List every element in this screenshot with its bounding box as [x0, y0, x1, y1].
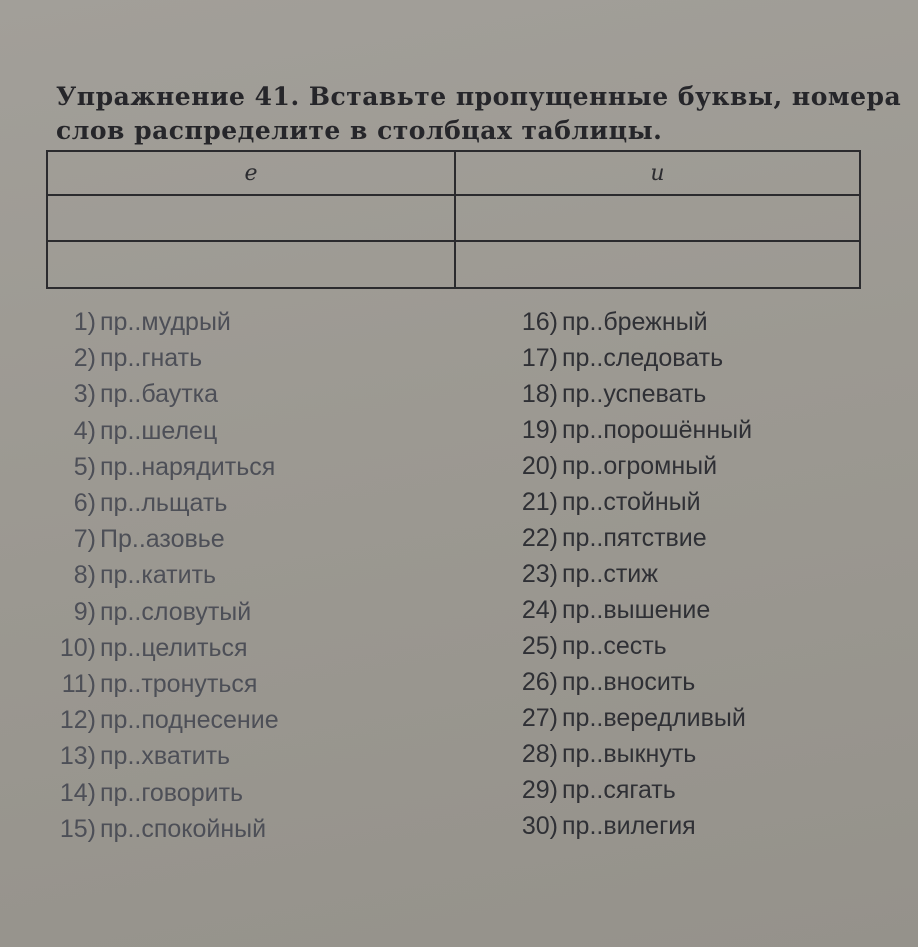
exercise-title-line-1: Упражнение 41. Вставьте пропущенные буквы, номера — [56, 82, 902, 111]
item-number: 6) — [73, 489, 96, 517]
item-word: пр..катить — [100, 561, 217, 590]
item-word: пр..баутка — [100, 380, 219, 409]
item-number: 17) — [521, 344, 558, 372]
list-item — [40, 380, 218, 409]
list-item — [500, 488, 701, 517]
list-item — [500, 308, 708, 337]
item-number: 30) — [521, 812, 558, 840]
item-number: 19) — [521, 416, 558, 444]
list-item — [40, 308, 231, 337]
item-number: 25) — [521, 632, 558, 660]
table-cell[interactable] — [456, 242, 859, 287]
item-number: 21) — [521, 488, 558, 516]
item-number: 28) — [521, 740, 558, 768]
item-number: 20) — [521, 452, 558, 480]
item-word: пр..словутый — [100, 597, 252, 626]
item-word: пр..огромный — [562, 452, 718, 480]
item-word: пр..нарядиться — [100, 452, 276, 481]
list-item — [500, 452, 717, 481]
item-word: пр..вышение — [562, 596, 711, 624]
item-word: пр..гнать — [100, 344, 203, 373]
list-item — [40, 706, 279, 735]
item-word: пр..тронуться — [100, 670, 258, 698]
list-item — [40, 453, 275, 482]
item-word: Пр..азовье — [100, 525, 225, 554]
list-item — [40, 598, 251, 627]
list-item — [500, 812, 696, 841]
item-word: пр..сягать — [562, 776, 676, 804]
item-word: пр..вилегия — [562, 812, 696, 840]
list-item — [40, 344, 202, 373]
list-item — [40, 489, 227, 518]
list-item — [500, 596, 710, 625]
item-word: пр..вносить — [562, 668, 696, 696]
list-item — [40, 417, 217, 446]
item-number: 2) — [73, 344, 96, 373]
list-item — [500, 416, 752, 445]
item-word: пр..выкнуть — [562, 740, 697, 768]
item-number: 9) — [73, 597, 96, 626]
list-item — [40, 815, 266, 844]
list-item — [40, 742, 230, 771]
table-cell[interactable] — [48, 196, 456, 242]
item-word: пр..стойный — [562, 488, 701, 516]
item-word: пр..льщать — [100, 489, 228, 517]
item-word: пр..порошённый — [562, 416, 753, 444]
item-word: пр..успевать — [562, 380, 707, 408]
list-item — [500, 524, 707, 553]
item-word: пр..мудрый — [100, 308, 231, 336]
table-header-e: е — [48, 152, 456, 196]
item-word: пр..целиться — [100, 633, 248, 662]
item-number: 22) — [521, 524, 558, 552]
list-item — [500, 560, 658, 589]
item-number: 8) — [73, 561, 96, 590]
table-cell[interactable] — [48, 242, 456, 287]
exercise-title-line-2: слов распределите в столбцах таблицы. — [56, 116, 663, 145]
list-item — [40, 561, 216, 590]
list-item — [500, 380, 706, 409]
item-word: пр..хватить — [100, 742, 231, 771]
table-cell[interactable] — [456, 196, 859, 242]
item-number: 29) — [521, 776, 558, 804]
item-number: 16) — [521, 308, 558, 336]
item-number: 24) — [521, 596, 558, 624]
item-number: 23) — [521, 560, 558, 588]
list-item — [500, 632, 667, 661]
item-number: 1) — [73, 308, 96, 336]
item-word: пр..вередливый — [562, 704, 746, 732]
item-number: 7) — [73, 525, 96, 554]
item-word: пр..поднесение — [100, 706, 279, 735]
item-number: 14) — [59, 778, 96, 807]
table-header-i: и — [456, 152, 859, 196]
list-item — [40, 779, 243, 808]
item-number: 12) — [59, 706, 96, 735]
item-number: 5) — [73, 452, 96, 481]
item-word: пр..шелец — [100, 416, 218, 445]
list-item — [40, 634, 248, 663]
exercise-title — [56, 80, 902, 148]
item-number: 3) — [73, 380, 96, 409]
list-item — [500, 704, 746, 733]
item-word: пр..сесть — [562, 632, 667, 660]
item-number: 4) — [73, 416, 96, 445]
item-word: пр..стиж — [562, 560, 658, 588]
answer-table — [46, 150, 861, 289]
item-word: пр..брежный — [562, 308, 708, 336]
item-number: 11) — [61, 670, 96, 698]
item-number: 15) — [59, 814, 96, 843]
item-number: 27) — [521, 704, 558, 732]
item-number: 10) — [59, 633, 96, 662]
list-item — [40, 525, 225, 554]
item-word: пр..спокойный — [100, 814, 267, 843]
list-item — [500, 668, 695, 697]
list-item — [500, 344, 723, 373]
item-word: пр..следовать — [562, 344, 724, 372]
item-number: 26) — [521, 668, 558, 696]
item-number: 18) — [521, 380, 558, 408]
item-word: пр..говорить — [100, 778, 244, 807]
list-item — [500, 776, 676, 805]
list-item — [40, 670, 257, 699]
list-item — [500, 740, 696, 769]
item-number: 13) — [59, 742, 96, 771]
item-word: пр..пятствие — [562, 524, 707, 552]
